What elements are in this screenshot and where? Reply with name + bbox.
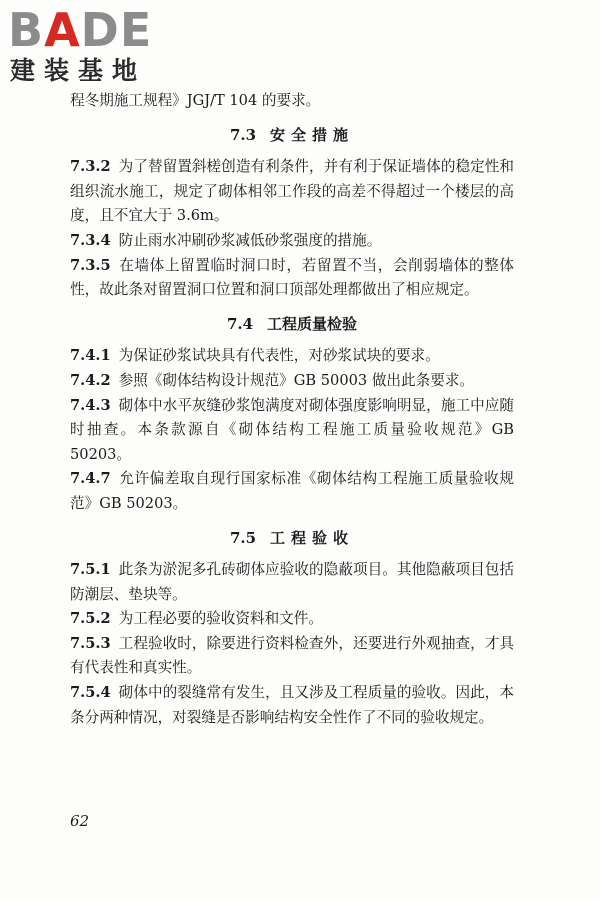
clause-text: 防止雨水冲刷砂浆减低砂浆强度的措施。 — [118, 231, 382, 249]
clause-number: 7.5.3 — [70, 634, 111, 652]
clause-7-5-3 — [70, 632, 514, 681]
section-number: 7.5 — [229, 528, 257, 547]
clause-7-5-1 — [70, 558, 514, 607]
continued-line: 程冬期施工规程》JGJ/T 104 的要求。 — [70, 92, 321, 109]
clause-text: 参照《砌体结构设计规范》GB 50003 做出此条要求。 — [118, 371, 474, 389]
section-title: 工程质量检验 — [267, 314, 358, 333]
section-heading-7-3 — [70, 123, 514, 148]
section-title: 工程验收 — [270, 528, 355, 547]
clause-number: 7.3.4 — [70, 231, 111, 249]
clause-7-3-5 — [70, 254, 514, 303]
clause-text: 为工程必要的验收资料和文件。 — [118, 610, 323, 628]
clause-text: 工程验收时，除要进行资料检查外，还要进行外观抽查，才具有代表性和真实性。 — [70, 634, 514, 677]
clause-number: 7.4.2 — [70, 371, 111, 389]
clause-text: 在墙体上留置临时洞口时，若留置不当，会削弱墙体的整体性，故此条对留置洞口位置和洞口顶部处理都做出了相应规定。 — [70, 256, 514, 299]
clause-text: 砌体中水平灰缝砂浆饱满度对砌体强度影响明显，施工中应随时抽查。本条款源自《砌体结构工程施工质量验收规范》GB 50203。 — [70, 396, 514, 463]
section-number: 7.3 — [229, 125, 257, 144]
clause-7-4-2 — [70, 369, 514, 394]
section-heading-7-5 — [70, 526, 514, 551]
clause-number: 7.5.1 — [70, 561, 111, 579]
page-content — [70, 90, 514, 730]
clause-7-5-2 — [70, 607, 514, 632]
logo-letters-de: DE — [80, 3, 153, 57]
clause-text: 为了替留置斜槎创造有利条件，并有利于保证墙体的稳定性和组织流水施工，规定了砌体相邻工作段的高差不得超过一个楼层的高度，且不宜大于 3.6m。 — [70, 158, 514, 225]
clause-number: 7.4.1 — [70, 347, 111, 365]
clause-text: 砌体中的裂缝常有发生，且又涉及工程质量的验收。因此，本条分两种情况，对裂缝是否影响结构安全性作了不同的验收规定。 — [70, 684, 514, 726]
clause-text: 此条为淤泥多孔砖砌体应验收的隐蔽项目。其他隐蔽项目包括防潮层、垫块等。 — [70, 561, 514, 603]
clause-number: 7.4.3 — [70, 396, 111, 414]
logo-letter-b: B — [8, 3, 45, 57]
clause-number: 7.5.4 — [70, 684, 111, 702]
clause-7-3-2 — [70, 155, 514, 229]
clause-7-4-1 — [70, 344, 514, 369]
logo-wordmark — [8, 3, 153, 57]
clause-7-4-7 — [70, 467, 514, 516]
clause-7-5-4 — [70, 681, 514, 730]
clause-7-4-3 — [70, 394, 514, 468]
logo-letter-a: A — [44, 3, 81, 57]
logo-subtitle: 建装基地 — [10, 56, 147, 85]
clause-text: 为保证砂浆试块具有代表性，对砂浆试块的要求。 — [118, 347, 440, 365]
clause-number: 7.5.2 — [70, 610, 111, 628]
clause-7-3-4 — [70, 229, 514, 254]
page-number: 62 — [70, 812, 90, 830]
clause-number: 7.3.2 — [70, 158, 111, 176]
bade-logo — [8, 3, 178, 88]
section-number: 7.4 — [226, 314, 254, 333]
section-heading-7-4 — [70, 312, 514, 337]
clause-number: 7.4.7 — [70, 470, 111, 488]
clause-number: 7.3.5 — [70, 256, 111, 274]
clause-text: 允许偏差取自现行国家标准《砌体结构工程施工质量验收规范》GB 50203。 — [70, 470, 514, 512]
section-title: 安全措施 — [270, 125, 355, 144]
